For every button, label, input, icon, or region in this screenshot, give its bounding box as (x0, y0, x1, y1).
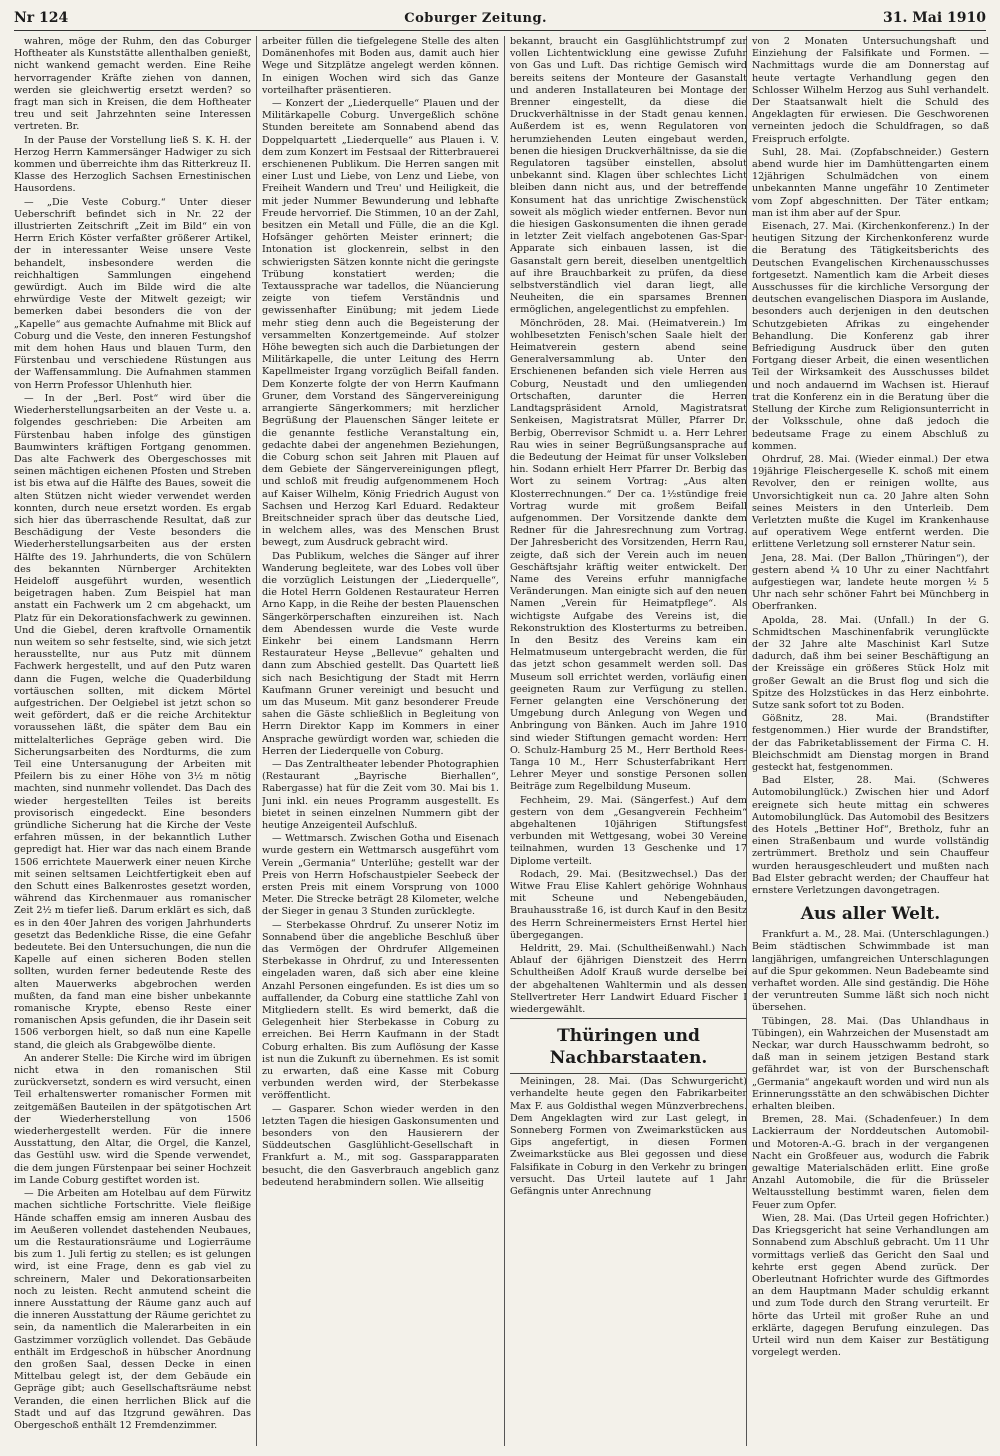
article-paragraph: Bremen, 28. Mai. (Schadenfeuer.) In dem Lackierraum der Norddeutschen Automobil- und Motoren-A.-G. brach in der vergangenen Nacht ein Großfeuer aus, wodurch die Fabrik gewaltige Materialschäden erlitt. Eine große Anzahl Automobile, die für die Brüsseler Weltausstellung bestimmt waren, fielen dem Feuer zum Opfer. (752, 1114, 989, 1211)
column-4 (752, 36, 989, 1448)
article-paragraph: — Das Zentraltheater lebender Photographien (Restaurant „Bayrische Bierhallen“, Rabergasse) hat für die Zeit vom 30. Mai bis 1. Juni inkl. ein neues Programm ausgestellt. Es bietet in seinen einzelnen Nummern gibt der heutige Anzeigenteil Aufschluß. (262, 758, 499, 831)
article-paragraph: Rodach, 29. Mai. (Besitzwechsel.) Das der Witwe Frau Elise Kahlert gehörige Wohnhaus mit Scheune und Nebengebäuden, Brauhausstraße 16, ist durch Kauf in den Besitz des Herrn Schreinermeisters Ernst Hertel hier übergegangen. (510, 868, 747, 941)
column-3 (510, 36, 747, 1448)
article-paragraph: — Gasparer. Schon wieder werden in den letzten Tagen die hiesigen Gaskonsumenten und besonders von den Hausierern der Süddeutschen Gasglühlicht-Gesellschaft in Frankfurt a. M., mit sog. Gassparapparaten besucht, die den Gasverbrauch angeblich ganz bedeutend herabmindern sollen. Wie allseitig (262, 1103, 499, 1188)
article-paragraph: Gößnitz, 28. Mai. (Brandstifter festgenommen.) Hier wurde der Brandstifter, der das Fabriketablissement der Firma C. H. Bleichschmidt am Dienstag morgen in Brand gesteckt hat, festgenommen. (752, 713, 989, 773)
section-heading: Thüringen und Nachbarstaaten. (549, 1026, 708, 1069)
article-paragraph: — In der „Berl. Post“ wird über die Wiederherstellungsarbeiten an der Veste u. a. folgendes geschrieben: Die Arbeiten am Fürstenbau haben infolge des günstigen Baumwinters kräftigen Fortgang genommen. Das alte Fachwerk des Obergeschosses mit seinen mächtigen eichenen Pfosten und Streben ist bis etwa auf die Hälfte des Baues, soweit die alten Stützen nicht wieder verwendet werden konnten, durch neue ersetzt worden. Es ergab sich hier das überraschende Resultat, daß zur Beschädigung der Veste besonders die Wiederherstellungsarbeiten aus der ersten Hälfte des 19. Jahrhunderts, die von Schülern des bekannten Nürnberger Architekten Heideloff ausgeführt wurden, wesentlich beigetragen haben. Zum Beispiel hat man anstatt ein Fachwerk um 2 cm abgehackt, um Platz für ein Dekorationsfachwerk zu gewinnen. Und die Giebel, deren kraftvolle Ornamentik nun weitem so sehr festselte, sind, wie sich jetzt herausstellte, nur aus Putz mit dünnem Fachwerk hergestellt, und auf den Putz waren dann die Fugen, welche die Quaderbildung vortäuschen sollten, mit dickem Mörtel aufgestrichen. Der Oelgiebel ist jetzt schon so weit gefördert, daß er die reiche Architektur voraussehen läßt, die später dem Bau ein mittelalterliches Gepräge geben wird. Die Sicherungsarbeiten des Nordturms, die zum Teil eine Untersanugung der Arbeiten mit Pfeilern bis zu einer Höhe von 3½ m nötig machten, sind nunmehr vollendet. Das Dach des wieder hergestellten Teiles ist bereits provisorisch eingedeckt. Eine besonders gründliche Sicherung hat die Kirche der Veste erfahren müssen, in der bekanntlich Luther gepredigt hat. Hier war das nach einem Brande 1506 errichtete Mauerwerk einer neuen Kirche mit seinen seltsamen Leichtfertigkeit eben auf den Schutt eines Balkenrostes gesetzt worden, während das Kirchenmauer aus romanischer Zeit 2½ m tiefer ließ. Darum erklärt es sich, daß es in den 40er Jahren des vorigen Jahrhunderts gesetzt das Bedenkliche Risse, die eine Gefahr bedeutete. Bei den Untersuchungen, die nun die Kapelle auf einen sicheren Boden stellen sollten, wurden ferner bedeutende Reste des alten Mauerwerks abgebrochen werden mußten, da fand man eine bisher unbekannte romanische Krypte, ebenso Reste einer romanischen Apsis gefunden, die ihr Dasein seit 1506 verborgen hielt, so daß nun eine Kapelle stand, die gleich als Grabgewölbe diente. (14, 392, 251, 1051)
article-paragraph: Heldritt, 29. Mai. (Schultheißenwahl.) Nach Ablauf der 6jährigen Dienstzeit des Herrn Schultheißen Adolf Krauß wurde derselbe bei der abgehaltenen Wahltermin und als dessen Stellvertreter Herr Landwirt Eduard Fischer I wiedergewählt. (510, 943, 747, 1016)
article-paragraph: Jena, 28. Mai. (Der Ballon „Thüringen“), der gestern abend ¼ 10 Uhr zu einer Nachtfahrt aufgestiegen war, landete heute morgen ½ 5 Uhr nach sehr schöner Fahrt bei Münchberg in Oberfranken. (752, 552, 989, 613)
column-divider (256, 36, 257, 1446)
section-heading: Aus aller Welt. (800, 904, 941, 925)
article-paragraph: — „Die Veste Coburg.“ Unter dieser Ueberschrift befindet sich in Nr. 22 der illustrierten Zeitschrift „Zeit im Bild“ ein von Herrn Erich Köster verfaßter größerer Artikel, der in interessanter Weise unsere Veste behandelt, insbesondere werden die reichhaltigen Sammlungen eingehend gewürdigt. Auch im Bilde wird die alte ehrwürdige Veste der Mitwelt gezeigt; wir bemerken dabei besonders die von der „Kapelle“ aus gemachte Aufnahme mit Blick auf Coburg und die Veste, den inneren Festungshof mit dem hohen Haus und blauen Turm, den Fürstenbau und verschiedene Rüstungen aus der Waffensammlung. Die Aufnahmen stammen von Herrn Professor Uhlenhuth hier. (14, 196, 251, 391)
article-paragraph: Bad Elster, 28. Mai. (Schweres Automobilunglück.) Zwischen hier und Adorf ereignete sich heute mittag ein schweres Automobilunglück. Das Automobil des Besitzers des Hotels „Bettiner Hof“, Bretholz, fuhr an einen Straßenbaum und wurde vollständig zertrümmert. Bretholz und sein Chauffeur wurden herausgeschleudert und mußten nach Bad Elster gebracht werden; der Chauffeur hat ernstere Verletzungen davongetragen. (752, 775, 989, 897)
column-1 (14, 36, 251, 1448)
article-paragraph: Frankfurt a. M., 28. Mai. (Unterschlagungen.) Beim städtischen Schwimmbade ist man langjährigen, umfangreichen Unterschlagungen auf die Spur gekommen. Neun Badebeamte sind verhaftet worden. Alle sind geständig. Die Höhe der veruntreuten Summe läßt sich noch nicht übersehen. (752, 929, 989, 1014)
section-rule (510, 1018, 747, 1019)
article-paragraph: Fechheim, 29. Mai. (Sängerfest.) Auf dem gestern von dem „Gesangverein Fechheim“ abgehaltenen 10jährigen Stiftungsfest verbunden mit Wettgesang, wobei 30 Vereine teilnahmen, wurden 13 Geschenke und 17 Diplome verteilt. (510, 794, 747, 867)
article-paragraph: Suhl, 28. Mai. (Zopfabschneider.) Gestern abend wurde hier im Damhüttengarten einem 12jährigen Schulmädchen von einem unbekannten Manne ungefähr 10 Zentimeter vom Zopf abgeschnitten. Der Täter entkam; man ist ihm aber auf der Spur. (752, 146, 989, 219)
column-divider (504, 36, 505, 1446)
article-paragraph: — Wettmarsch. Zwischen Gotha und Eisenach wurde gestern ein Wettmarsch ausgeführt vom Verein „Germania“ Unterlühe; gestellt war der Preis von Herrn Hofschaustpieler Seebeck der ersten Preis mit einem Vorsprung von 1000 Meter. Die Strecke beträgt 28 Kilometer, welche der Sieger in genau 3 Stunden zurücklegte. (262, 833, 499, 918)
newspaper-title: Coburger Zeitung. (404, 10, 548, 26)
article-paragraph: In der Pause der Vorstellung ließ S. K. H. der Herzog Herrn Kammersänger Hadwiger zu sich kommen und überreichte ihm das Ritterkreuz II. Klasse des Herzoglich Sachsen Ernestinischen Hausordens. (14, 134, 251, 195)
article-paragraph: Wien, 28. Mai. (Das Urteil gegen Hofrichter.) Das Kriegsgericht hat seine Verhandlungen am Sonnabend zum Abschluß gebracht. Um 11 Uhr vormittags verließ das Gericht den Saal und kehrte erst gegen Abend zurück. Der Oberleutnant Hofrichter wurde des Giftmordes an dem Hauptmann Mader schuldig erkannt und zum Tode durch den Strang verurteilt. Er hörte das Urteil mit großer Ruhe an und erklärte, dagegen Berufung einzulegen. Das Urteil wird nun dem Kaiser zur Bestätigung vorgelegt werden. (752, 1212, 989, 1359)
article-paragraph: — Konzert der „Liederquelle“ Plauen und der Militärkapelle Coburg. Unvergeßlich schöne Stunden bereitete am Sonnabend abend das Doppelquartett „Liederquelle“ aus Plauen i. V. dem zum Konzert im Festsaal der Ritterbrauerei erschienenen Publikum. Die Herren sangen mit einer Lust und Liebe, von Lenz und Liebe, von Freiheit Wandern und Treu' und Heiligkeit, die mit jeder Nummer Bewunderung und lebhafte Freude hervorrief. Die Stimmen, 10 an der Zahl, besitzen ein Metall und Fülle, die an die Kgl. Hofsänger gehörten Meister erinnert; die Intonation ist glockenrein, selbst in den schwierigsten Sätzen konnte nicht die geringste Trübung konstatiert werden; die Textaussprache war tadellos, die Nüancierung zeigte von tiefem Verständnis und gewissenhafter Einübung; mit jedem Liede mehr stieg denn auch die Begeisterung der versammelten Konzertgemeinde. Auf stolzer Höhe bewegten sich auch die Darbietungen der Militärkapelle, die unter Leitung des Herrn Kapellmeister Irgang vorzüglich Beifall fanden. Dem Konzerte folgte der von Herrn Kaufmann Gruner, dem Vorstand des Sängervereinigung arrangierte Sängerkommers; mit herzlicher Begrüßung der Plauenschen Sänger leitete er die genannte festliche Veranstaltung ein, gedachte dabei der angenehmen Beziehungen, die Coburg schon seit Jahren mit Plauen auf dem Gebiete der Sängervereinigungen pflegt, und schloß mit freudig aufgenommenem Hoch auf Kaiser Wilhelm, König Friedrich August von Sachsen und Herzog Karl Eduard. Redakteur Breitschneider sprach über das deutsche Lied, in welchem alles, was des Menschen Brust bewegt, zum Ausdruck gebracht wird. (262, 98, 499, 549)
article-paragraph: An anderer Stelle: Die Kirche wird im übrigen nicht etwa in den romanischen Stil zurückversetzt, sondern es wird versucht, einen Teil erhaltenswerter romanischer Formen mit zeitgemäßen Bauteilen in der spätgotischen Art der Wiederherstellung von 1506 wiederhergestellt werden. Für die innere Ausstattung, den Altar, die Orgel, die Kanzel, das Gestühl usw. wird die Spende verwendet, die dem jungen Fürstenpaar bei seiner Hochzeit im Lande Coburg gestiftet worden ist. (14, 1052, 251, 1186)
issue-date: 31. Mai 1910 (883, 10, 986, 26)
article-paragraph: Mönchröden, 28. Mai. (Heimatverein.) Im wohlbesetzten Fenisch'schen Saale hielt der Heimatverein gestern abend seine Generalversammlung ab. Unter den Erschienenen befanden sich viele Herren aus Coburg, Neustadt und den umliegenden Ortschaften, darunter die Herren Landtagspräsident Arnold, Magistratsrat Senkeisen, Magistratsrat Müller, Pfarrer Dr. Berbig, Oberrevisor Schmidt u. a. Herr Lehrer Rau wies in seiner Begrüßungsansprache auf die Bedeutung der Heimat für unser Volksleben hin. Sodann erhielt Herr Pfarrer Dr. Berbig das Wort zu seinem Vortrag: „Aus alten Klosterrechnungen.“ Der ca. 1½stündige freie Vortrag wurde mit großem Beifall aufgenommen. Der Vorsitzende dankte dem Redner für die Jahresrechnung zum Vortrag. Der Jahresbericht des Vorsitzenden, Herrn Rau, zeigte, daß sich der Verein auch im neuen Geschäftsjahr kräftig weiter entwickelt. Der Name des Vereins erfuhr mannigfache Veränderungen. Man einigte sich auf den neuen Namen „Verein für Heimatpflege“. Als wichtigste Aufgabe des Vereins ist, die Rekonstruktion des Klosterturms zu betreiben. In den Besitz des Vereins kam ein Helmatmuseum untergebracht werden, die für das jetzt schon gesammelt werden soll. Das Museum soll errichtet werden, vorläufig einen geeigneten Raum zur Verfügung zu stellen. Ferner gelangten eine Verschönerung der Umgebung durch Anlegung von Wegen und Anbringung von Bänken. Auch im Jahre 1910 sind wieder Stiftungen gemacht worden: Herr O. Schulz-Hamburg 25 M., Herr Berthold Rees-Tanga 10 M., Herr Schusterfabrikant Herr Lehrer Meyer und sonstige Personen sollen Beiträge zum Regelbildung Museum. (510, 317, 747, 793)
article-paragraph: Meiningen, 28. Mai. (Das Schwurgericht) verhandelte heute gegen den Fabrikarbeiter Max F. aus Goldisthal wegen Münzverbrechens. Dem Angeklagten wird zur Last gelegt, in Sonneberg Formen von Zweimarkstücken aus Gips angefertigt, in diesen Formen Zweimarkstücke aus Blei gegossen und diese Falsifikate in Coburg in den Verkehr zu bringen versucht. Das Urteil lautete auf 1 Jahr Gefängnis unter Anrechnung (510, 1076, 747, 1198)
article-paragraph: von 2 Monaten Untersuchungshaft und Einziehung der Falsifikate und Formen. — Nachmittags wurde die am Donnerstag auf heute vertagte Verhandlung gegen den Schlosser Wilhelm Herzog aus Suhl verhandelt. Der Staatsanwalt hielt die Schuld des Angeklagten für erwiesen. Die Geschworenen verneinten jedoch die Schuldfragen, so daß Freispruch erfolgte. (752, 36, 989, 145)
header-rule (14, 30, 986, 31)
article-paragraph: Das Publikum, welches die Sänger auf ihrer Wanderung begleitete, war des Lobes voll über die vorzüglich Leistungen der „Liederquelle“, die Hotel Herrn Goldenen Restaurateur Herren Arno Kapp, in die Reihe der besten Plauenschen Sängerkörperschaften einzureihen ist. Nach dem Abendessen wurde die Veste wurde Einkehr bei einem Landsmann Herrn Restaurateur Heyse „Bellevue“ gehalten und dann zum Abschied gestellt. Das Quartett ließ sich nach Besichtigung der Stadt mit Herrn Kaufmann Gruner vereinigt und besucht und um das Museum. Mit ganz besonderer Freude sahen die Gäste schließlich in Begleitung von Herrn Direktor Kapp im Kommers in einer Ansprache gewürdigt worden war, schieden die Herren der Liederquelle von Coburg. (262, 550, 499, 757)
column-2 (262, 36, 499, 1448)
article-paragraph: Eisenach, 27. Mai. (Kirchenkonferenz.) In der heutigen Sitzung der Kirchenkonferenz wurde die Beratung des Tätigkeitsberichts des Deutschen Evangelischen Kirchenausschusses fortgesetzt. Namentlich kam die Arbeit dieses Ausschusses für die kirchliche Versorgung der deutschen evangelischen Diaspora im Auslande, besonders auch derjenigen in den deutschen Schutzgebieten Afrikas zu eingehender Behandlung. Die Konferenz gab ihrer Befriedigung Ausdruck über den guten Fortgang dieser Arbeit, die einen wesentlichen Teil der Wirksamkeit des Ausschusses bildet und noch andauernd im Wachsen ist. Hierauf trat die Konferenz ein in die Beratung über die Stellung der Kirche zum Religionsunterricht in der Volksschule, ohne daß jedoch die bedeutsame Frage zu einem Abschluß zu kommen. (752, 221, 989, 452)
article-paragraph: bekannt, braucht ein Gasglühlichtstrumpf zur vollen Lichtentwicklung eine gewisse Zufuhr von Gas und Luft. Das richtige Gemisch wird bereits seitens der Monteure der Gasanstalt und anderen Installateuren bei Montage der Brenner eingestellt, da diese die Druckverhältnisse in der Stadt genau kennen. Außerdem ist es, wenn Regulatoren von herumziehenden Leuten eingebaut werden, benen die hiesigen Druckverhältnisse, da sie die Regulatoren tagsüber einstellen, absolut unbekannt sind. Klagen über schlechtes Licht bleiben dann nicht aus, und der betreffende Konsument hat das unrichtige Zwischenstück soweit als möglich wieder entfernen. Bevor nun die hiesigen Gaskonsumenten die ihnen gerade in letzter Zeit vielfach angebotenen Gas-Spar-Apparate sich einbauen lassen, ist die Gasanstalt gern bereit, dieselben unentgeltlich auf ihre Brauchbarkeit zu prüfen, da diese selbstverständlich viel daran liegt, alle Neuheiten, die ein sparsames Brennen ermöglichen, angelegentlichst zu empfehlen. (510, 36, 747, 316)
article-paragraph: — Sterbekasse Ohrdruf. Zu unserer Notiz im Sonnabend über die angebliche Beschluß über das Vermögen der Ohrdrufer Allgemeinen Sterbekasse in Ohrdruf, zu und Interessenten eingeladen waren, daß sich aber eine kleine Anzahl Personen eingefunden. Es ist dies um so auffallender, da Coburg eine stattliche Zahl von Mitgliedern stellt. Es wird bemerkt, daß die Gelegenheit hier Sterbekasse in Coburg zu erreichen. Bei Herrn Kaufmann in der Stadt Coburg erhalten. Bis zum Auflösung der Kasse ist nun die Zukunft zu übernehmen. Es ist somit zu erwarten, daß eine Kasse mit Coburg verbunden werden wird, der Sterbekasse veröffentlicht. (262, 919, 499, 1102)
masthead (14, 8, 986, 28)
article-paragraph: wahren, möge der Ruhm, den das Coburger Hoftheater als Kunststätte allenthalben genießt, nicht wankend gemacht werden. Eine Reihe hervorragender Kräfte ziehen von dannen, werden sie gleichwertig ersetzt werden? so fragt man sich in Kreisen, die dem Hoftheater treu und seit Jahrzehnten seine Interessen vertreten. Br. (14, 36, 251, 133)
article-paragraph: arbeiter füllen die tiefgelegene Stelle des alten Domänenhofes mit Boden aus, damit auch hier Wege und Sitzplätze angelegt werden können. In einigen Wochen wird sich das Ganze vorteilhafter präsentieren. (262, 36, 499, 96)
article-paragraph: — Die Arbeiten am Hotelbau auf dem Fürwitz machen sichtliche Fortschritte. Viele fleißige Hände schaffen emsig am inneren Ausbau des im Aeußeren vollendet dastehenden Neubaues, um die Restaurationsräume und Logierräume bis zum 1. Juli fertig zu stellen; es ist gelungen wird, ist eine Frage, denn es gab viel zu schreinern, Maler und Dekorationsarbeiten noch zu leisten. Recht anmutend scheint die innere Ausstattung der Räume ganz auch auf die inneren Ausstattung der Räume gerichtet zu sein, da namentlich die Malerarbeiten in ein Gastzimmer vorzüglich vollendet. Das Gebäude enthält im Erdgeschoß in hübscher Anordnung den großen Saal, dessen Decke in einen Mittelbau gelegt ist, der dem Gebäude ein Gepräge gibt; auch Gesellschaftsräume nebst Veranden, die einen herrlichen Blick auf die Stadt und auf das Itzgrund gewähren. Das Obergeschoß enthält 12 Fremdenzimmer. (14, 1188, 251, 1431)
page-number: Nr 124 (14, 10, 69, 26)
section-rule (510, 1073, 747, 1074)
article-paragraph: Apolda, 28. Mai. (Unfall.) In der G. Schmidtschen Maschinenfabrik verunglückte der 32 Jahre alte Maschinist Karl Sutze dadurch, daß ihm bei seiner Beschäftigung an der Kreissäge ein größeres Stück Holz mit großer Gewalt an die Brust flog und sich die Spitze des Holzstückes in das Herz einbohrte. Sutze sank sofort tot zu Boden. (752, 614, 989, 711)
article-paragraph: Ohrdruf, 28. Mai. (Wieder einmal.) Der etwa 19jährige Fleischergeselle K. schoß mit einem Revolver, den er reinigen wollte, aus Unvorsichtigkeit nun ca. 20 Jahre alten Sohn seines Meisters in den Unterleib. Dem Verletzten mußte die Kugel im Krankenhause auf operativem Wege entfernt werden. Die erlittene Verletzung soll ernsterer Natur sein. (752, 453, 989, 551)
article-paragraph: Tübingen, 28. Mai. (Das Uhlandhaus in Tübingen), ein Wahrzeichen der Musenstadt am Neckar, war durch Hausschwamm bedroht, so daß man in seinem jetzigen Bestand stark gefährdet war, ist von der Burschenschaft „Germania“ angekauft worden und wird nun als Erinnerungsstätte an den schwäbischen Dichter erhalten bleiben. (752, 1015, 989, 1113)
